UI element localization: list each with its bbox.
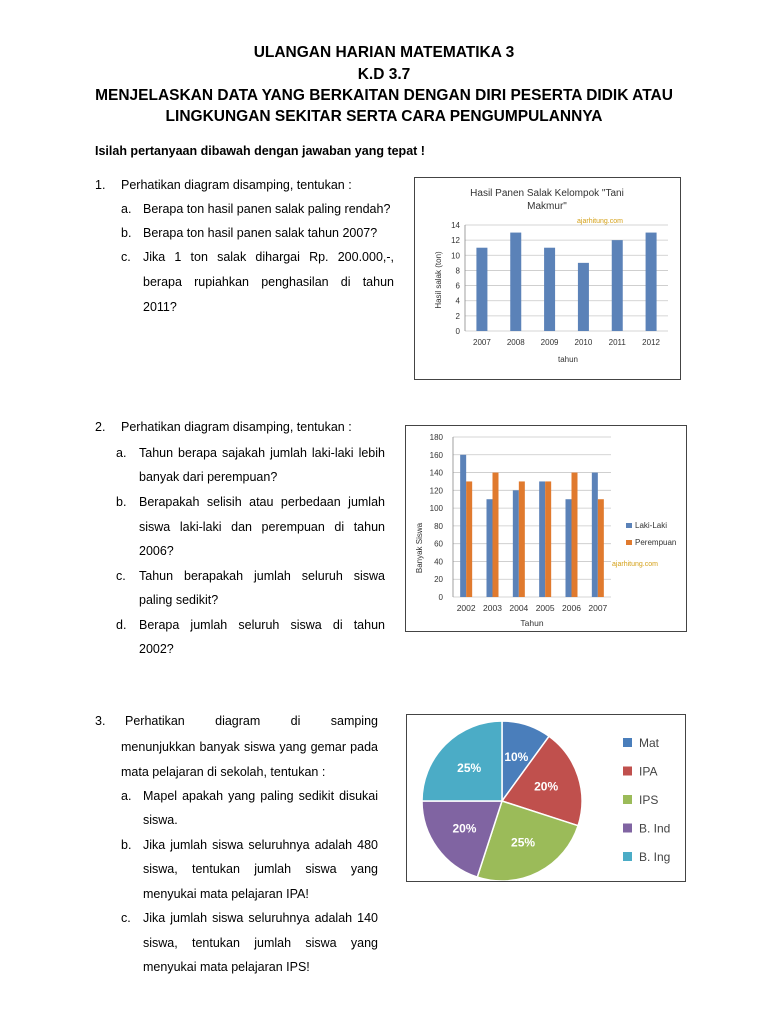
chart1-bar: [612, 240, 623, 331]
chart2-bar-laki: [592, 473, 598, 597]
chart2-svg: [406, 426, 686, 631]
pie-legend-swatch-b-ing: [623, 852, 632, 861]
pie-label-ips: 25%: [511, 835, 536, 850]
chart-mapel: [406, 714, 686, 882]
chart1-svg: [415, 178, 680, 379]
q3c-text-3: menyukai mata pelajaran IPS!: [143, 960, 310, 974]
chart2-legend-laki: Laki-Laki: [635, 521, 668, 530]
doc-subtitle-1: MENJELASKAN DATA YANG BERKAITAN DENGAN DIRI PESERTA DIDIK ATAU: [95, 87, 673, 104]
q1b-label: b.: [121, 226, 132, 240]
chart1-bar: [510, 233, 521, 331]
q3b-text-2: siswa, tentukan jumlah siswa yang: [143, 862, 378, 876]
q3b-text-3: menyukai mata pelajaran IPA!: [143, 887, 309, 901]
q2a-text-1: Tahun berapa sajakah jumlah laki-laki lebih: [139, 446, 385, 460]
chart1-bar: [646, 233, 657, 331]
pie-legend-swatch-ips: [623, 795, 632, 804]
q1b-text: Berapa ton hasil panen salak tahun 2007?: [143, 226, 378, 240]
doc-title: ULANGAN HARIAN MATEMATIKA 3: [253, 44, 515, 61]
doc-subtitle-2: LINGKUNGAN SEKITAR SERTA CARA PENGUMPULANNYA: [165, 108, 603, 125]
pie-legend-ips: IPS: [639, 793, 659, 807]
q2b-text-3: 2006?: [139, 544, 174, 558]
q1a-text: Berapa ton hasil panen salak paling rendah?: [143, 202, 391, 216]
chart2-legend-perempuan-swatch: [626, 540, 632, 545]
chart2-ytick: 40: [434, 557, 443, 567]
chart2-xtick: 2007: [588, 603, 608, 613]
chart2-ytick: 80: [434, 521, 443, 531]
q2c-label: c.: [116, 569, 126, 583]
chart1-xtick: 2011: [608, 338, 626, 347]
q3c-text-2: siswa, tentukan jumlah siswa yang: [143, 936, 378, 950]
q3b-label: b.: [121, 838, 132, 852]
chart1-bar: [544, 248, 555, 331]
q1-number: 1.: [95, 178, 106, 192]
chart1-xtick: 2007: [473, 338, 491, 347]
q1-text: Perhatikan diagram disamping, tentukan :: [121, 178, 352, 192]
pie-legend-swatch-mat: [623, 738, 632, 747]
q3-text-3: mata pelajaran di sekolah, tentukan :: [121, 765, 326, 779]
chart2-bar-laki: [460, 455, 466, 597]
chart1-ytick: 10: [451, 251, 460, 261]
pie-legend-ipa: IPA: [639, 764, 658, 779]
q3-text-2: menunjukkan banyak siswa yang gemar pada: [121, 740, 378, 754]
chart1-bar: [476, 248, 487, 331]
pie-legend-swatch-ipa: [623, 767, 632, 776]
chart1-watermark: ajarhitung.com: [577, 218, 623, 225]
chart-panen-salak: [414, 177, 681, 380]
chart2-xtick: 2005: [535, 603, 555, 613]
chart2-xtick: 2004: [509, 603, 529, 613]
chart2-watermark: ajarhitung.com: [612, 561, 658, 568]
chart1-ytick: 12: [451, 236, 460, 246]
chart2-bar-perempuan: [598, 499, 604, 597]
q3a-text-1: Mapel apakah yang paling sedikit disukai: [143, 789, 378, 803]
pie-label-mat: 10%: [504, 749, 529, 764]
q2c-text-2: paling sedikit?: [139, 593, 219, 607]
chart2-ytick: 20: [434, 575, 443, 585]
chart1-ytick: 4: [455, 296, 460, 306]
q2b-text-2: siswa laki-laki dan perempuan di tahun: [139, 520, 385, 534]
q3b-text-1: Jika jumlah siswa seluruhnya adalah 480: [143, 838, 378, 852]
chart2-legend-laki-swatch: [626, 523, 632, 528]
chart1-title-1: Hasil Panen Salak Kelompok "Tani: [470, 188, 624, 199]
chart2-ylabel: Banyak Siswa: [415, 522, 424, 574]
chart3-svg: [407, 715, 685, 881]
chart2-bar-perempuan: [545, 481, 551, 597]
chart1-xlabel: tahun: [557, 355, 579, 364]
pie-label-ipa: 20%: [534, 779, 559, 794]
q3-text-1: Perhatikan diagram di samping: [125, 714, 378, 728]
chart2-xtick: 2003: [483, 603, 502, 613]
chart2-bar-perempuan: [572, 473, 578, 597]
chart2-ytick: 140: [429, 468, 443, 478]
chart1-ytick: 8: [455, 266, 460, 276]
q3c-label: c.: [121, 911, 131, 925]
chart2-xtick: 2006: [562, 603, 581, 613]
q2-number: 2.: [95, 420, 106, 434]
chart2-ytick: 160: [429, 450, 443, 460]
q2b-label: b.: [116, 495, 127, 509]
chart1-xtick: 2010: [574, 338, 593, 347]
chart1-ytick: 0: [455, 327, 460, 336]
chart2-ytick: 60: [434, 539, 443, 549]
pie-label-b-ing: 25%: [457, 761, 482, 776]
chart1-ytick: 2: [455, 311, 460, 321]
chart2-bar-laki: [566, 499, 572, 597]
chart2-legend-perempuan: Perempuan: [635, 538, 677, 547]
chart1-xtick: 2012: [642, 338, 660, 347]
pie-legend-swatch-b-ind: [623, 824, 632, 833]
chart1-title-2: Makmur": [527, 201, 567, 212]
pie-label-b-ind: 20%: [452, 821, 477, 836]
chart2-ytick: 120: [429, 486, 443, 496]
chart2-ytick: 180: [429, 433, 443, 442]
q1c-label: c.: [121, 250, 131, 264]
q1c-text-1: Jika 1 ton salak dihargai Rp. 200.000,-,: [143, 250, 394, 264]
q2-text: Perhatikan diagram disamping, tentukan :: [121, 420, 352, 434]
chart2-xtick: 2002: [456, 603, 476, 613]
q3-number: 3.: [95, 714, 106, 728]
chart1-bar: [578, 263, 589, 331]
pie-legend-b-ing: B. Ing: [639, 850, 671, 864]
q2d-text-1: Berapa jumlah seluruh siswa di tahun: [139, 618, 385, 632]
q2a-label: a.: [116, 446, 127, 460]
chart1-ytick: 14: [451, 221, 460, 230]
chart2-ytick: 0: [438, 593, 443, 602]
chart2-xlabel: Tahun: [520, 618, 544, 628]
chart2-bar-perempuan: [519, 481, 525, 597]
doc-kd: K.D 3.7: [357, 66, 411, 83]
q3c-text-1: Jika jumlah siswa seluruhnya adalah 140: [143, 911, 378, 925]
q2c-text-1: Tahun berapakah jumlah seluruh siswa: [139, 569, 385, 583]
chart2-bar-perempuan: [466, 481, 472, 597]
chart1-xtick: 2009: [540, 338, 559, 347]
chart-siswa: [405, 425, 687, 632]
q2a-text-2: banyak dari perempuan?: [139, 470, 278, 484]
pie-legend-b-ind: B. Ind: [639, 821, 671, 836]
q1a-label: a.: [121, 202, 132, 216]
pie-legend-mat: Mat: [639, 736, 660, 750]
instruction: Isilah pertanyaan dibawah dengan jawaban yang tepat !: [95, 144, 425, 158]
chart2-ytick: 100: [429, 504, 443, 514]
q2d-text-2: 2002?: [139, 642, 174, 656]
chart2-bar-laki: [487, 499, 493, 597]
q1c-text-2: berapa rupiahkan penghasilan di tahun: [143, 275, 394, 289]
q3a-text-2: siswa.: [143, 813, 178, 827]
q3a-label: a.: [121, 789, 132, 803]
chart1-xtick: 2008: [506, 338, 525, 347]
q1c-text-3: 2011?: [143, 300, 177, 314]
chart1-ytick: 6: [455, 281, 460, 291]
chart2-bar-perempuan: [493, 473, 499, 597]
chart2-bar-laki: [513, 490, 519, 597]
chart1-ylabel: Hasil salak (ton): [434, 251, 443, 309]
q2d-label: d.: [116, 618, 127, 632]
chart2-bar-laki: [539, 481, 545, 597]
q2b-text-1: Berapakah selisih atau perbedaan jumlah: [139, 495, 385, 509]
